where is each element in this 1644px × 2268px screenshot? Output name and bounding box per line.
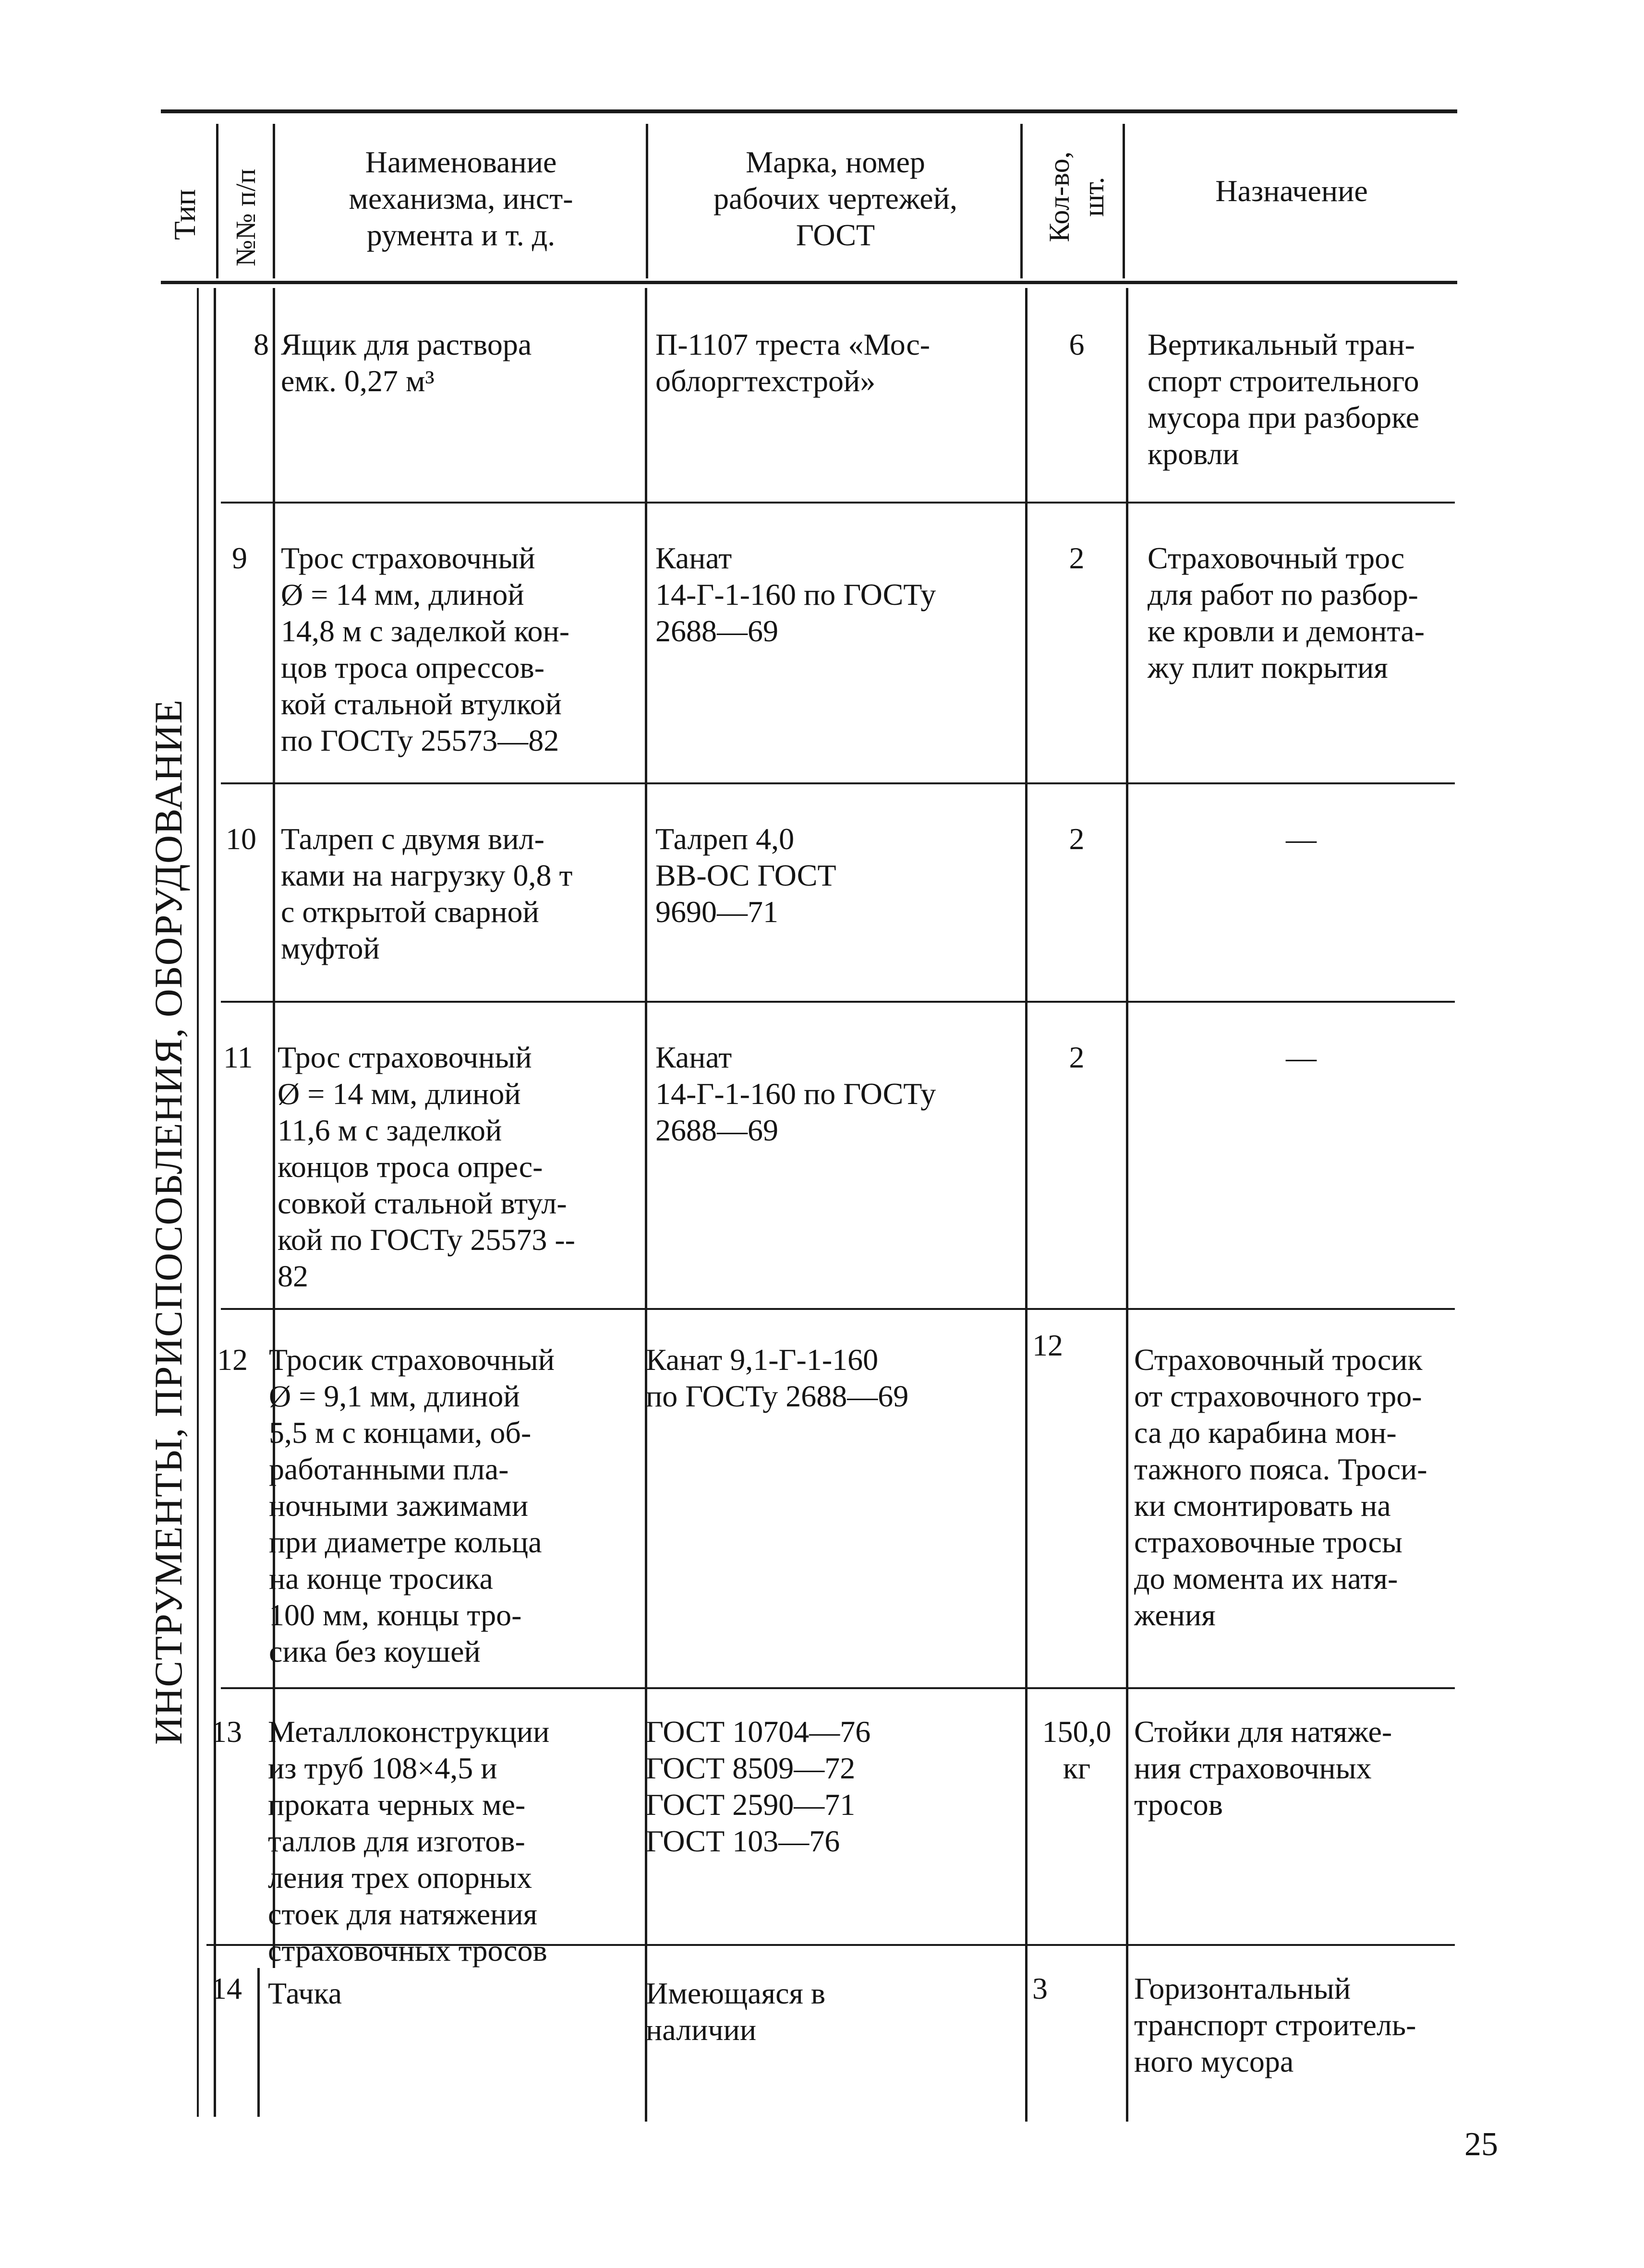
row-qty: 2 xyxy=(1069,1040,1085,1074)
row-mark: Имеющаяся в наличии xyxy=(646,1976,826,2047)
header-divider xyxy=(1123,124,1125,278)
header-divider xyxy=(646,124,648,278)
column-line xyxy=(214,288,216,2117)
row-mark: ГОСТ 10704—76 ГОСТ 8509—72 ГОСТ 2590—71 ГОСТ 103—76 xyxy=(646,1715,871,1858)
row-purpose: Вертикальный тран- спорт строительного мусора при разборке кровли xyxy=(1148,327,1419,471)
row-num: 10 xyxy=(226,822,256,856)
row-name: Металлоконструкции из труб 108×4,5 и проката черных ме- таллов для изготов- ления трех опорных стоек для натяжения страховочных тросов xyxy=(268,1715,550,1968)
page-number: 25 xyxy=(1464,2126,1498,2163)
header-type: Тип xyxy=(168,189,202,240)
row-purpose: Горизонтальный транспорт строитель- ного мусора xyxy=(1134,1971,1416,2078)
row-num: 12 xyxy=(217,1343,248,1377)
row-name: Трос страховочный Ø = 14 мм, длиной 11,6 м с заделкой концов троса опрес- совкой стальной втул- кой по ГОСТу 25573 -- 82 xyxy=(278,1040,575,1293)
row-name: Трос страховочный Ø = 14 мм, длиной 14,8 м с заделкой кон- цов троса опрессов- кой стальной втулкой по ГОСТу 25573—82 xyxy=(281,541,569,757)
row-qty: 6 xyxy=(1069,327,1085,361)
row-num: 13 xyxy=(211,1715,242,1749)
category-label: ИНСТРУМЕНТЫ, ПРИСПОСОБЛЕНИЯ, ОБОРУДОВАНИЕ xyxy=(146,699,190,1745)
row-separator xyxy=(221,1687,1455,1689)
column-line xyxy=(197,288,199,2117)
row-qty: 3 xyxy=(1032,1971,1048,2005)
row-name: Ящик для раствора емк. 0,27 м³ xyxy=(281,327,532,398)
row-name: Тросик страховочный Ø = 9,1 мм, длиной 5,5 м с концами, об- работанными пла- ночными зажимами при диаметре кольца на конце тросика 100 мм, концы тро- сика без коушей xyxy=(269,1343,555,1668)
row-mark: Канат 9,1-Г-1-160 по ГОСТу 2688—69 xyxy=(646,1343,909,1413)
row-qty: 2 xyxy=(1069,541,1085,575)
row-mark: Канат 14-Г-1-160 по ГОСТу 2688—69 xyxy=(655,1040,936,1147)
header-divider xyxy=(216,124,218,278)
row-mark: П-1107 треста «Мос- облоргтехстрой» xyxy=(655,327,931,398)
column-line xyxy=(257,1968,260,2117)
header-divider xyxy=(1020,124,1023,278)
header-purpose: Назначение xyxy=(1215,174,1368,208)
row-separator xyxy=(221,502,1455,504)
row-purpose: — xyxy=(1286,1040,1317,1074)
row-separator xyxy=(221,1308,1455,1310)
row-num: 8 xyxy=(254,327,269,361)
header-bottom-rule xyxy=(161,281,1457,284)
row-qty: 12 xyxy=(1032,1328,1063,1362)
header-name: Наименование механизма, инст- румента и т. д. xyxy=(349,145,573,252)
row-separator xyxy=(221,782,1455,784)
header-qty: Кол-во, шт. xyxy=(1043,151,1110,242)
row-purpose: — xyxy=(1286,822,1317,856)
header-divider xyxy=(273,124,275,278)
column-line xyxy=(1126,288,1128,2122)
row-num: 14 xyxy=(211,1971,242,2005)
row-mark: Талреп 4,0 ВВ-ОС ГОСТ 9690—71 xyxy=(655,822,836,929)
row-qty: 2 xyxy=(1069,822,1085,856)
row-purpose: Страховочный тросик от страховочного тро- са до карабина мон- тажного пояса. Троси- ки смонтировать на страховочные тросы до момента их натя- жения xyxy=(1134,1343,1427,1632)
header-num: №№ п/п xyxy=(230,168,261,266)
row-purpose: Страховочный трос для работ по разбор- ке кровли и демонта- жу плит покрытия xyxy=(1148,541,1425,684)
row-mark: Канат 14-Г-1-160 по ГОСТу 2688—69 xyxy=(655,541,936,648)
row-num: 11 xyxy=(223,1040,253,1074)
row-name: Талреп с двумя вил- ками на нагрузку 0,8 т с открытой сварной муфтой xyxy=(281,822,573,965)
row-num: 9 xyxy=(232,541,247,575)
header-mark: Марка, номер рабочих чертежей, ГОСТ xyxy=(713,145,957,252)
row-separator xyxy=(221,1001,1455,1003)
row-purpose: Стойки для натяже- ния страховочных тросов xyxy=(1134,1715,1392,1822)
header-top-rule xyxy=(161,109,1457,113)
column-line xyxy=(1025,288,1028,2122)
row-name: Тачка xyxy=(268,1976,342,2010)
row-qty: 150,0 кг xyxy=(1042,1715,1112,1785)
